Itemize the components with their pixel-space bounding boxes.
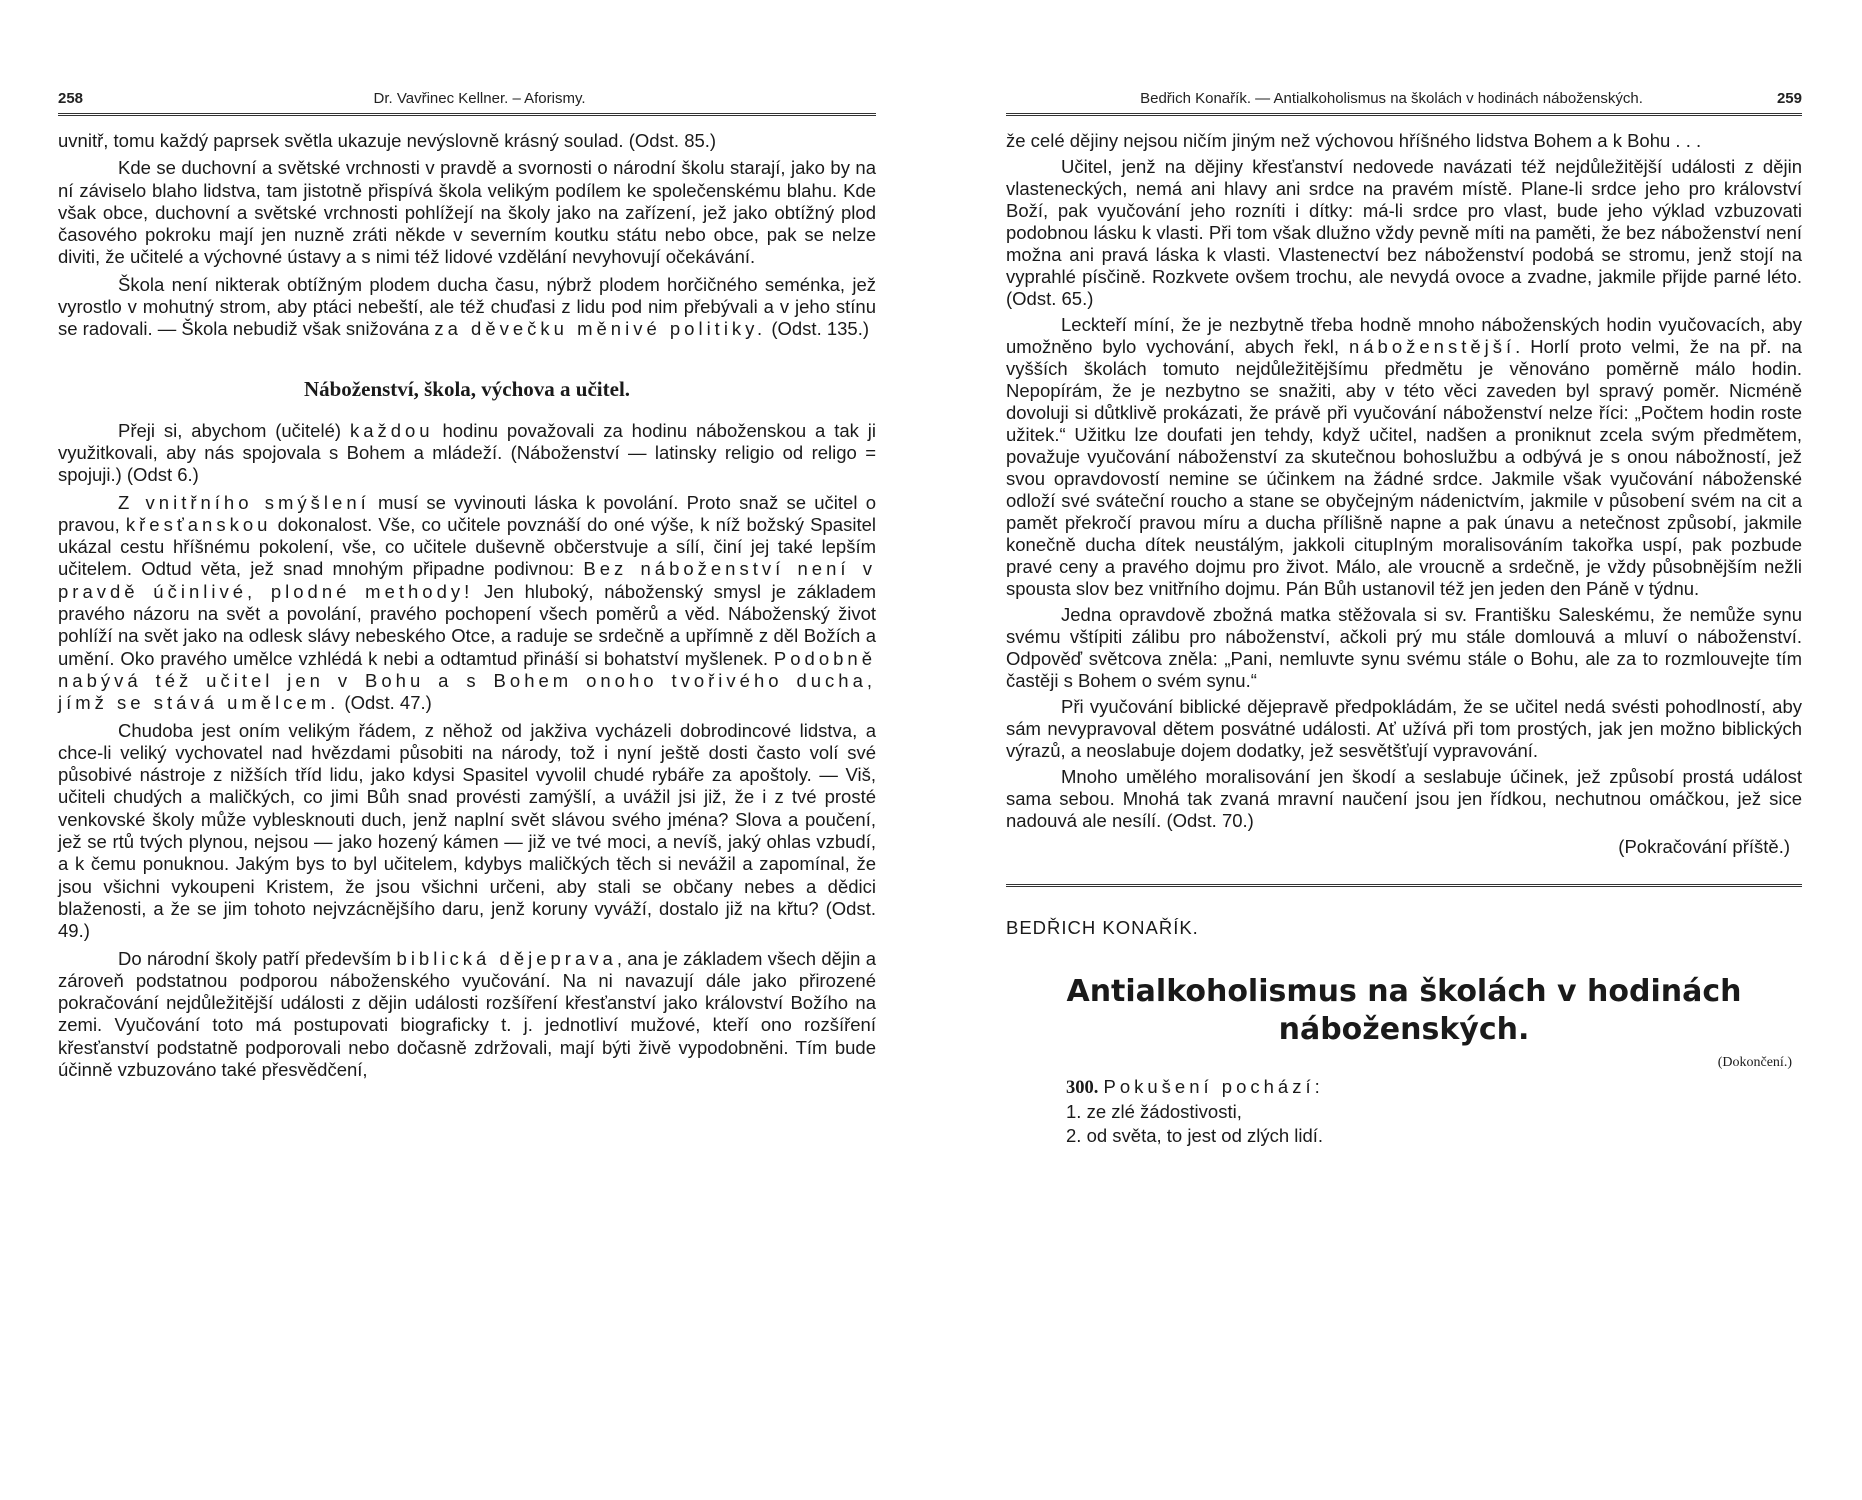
paragraph: uvnitř, tomu každý paprsek světla ukazuje nevýslovně krásný soulad. (Odst. 85.) xyxy=(58,130,717,151)
paragraph: Leckteří míní, že je nezbytně třeba hodně mnoho náboženských hodin vyučovacích, aby umožněno bylo vychování, abych řekl, náboženstější. Horlí proto velmi, že na př. na vyšších školách tomuto nejdůležitějšímu předmětu je věnováno poměrně málo hodin. Nepopírám, že je nezbytno se snažiti, aby v této věci zaveden byl spravý poměr. Nicméně dovoluji si důtklivě prokázati, že právě při vyučování náboženství nelze říci: „Počtem hodin roste užitek.“ Užitku lze doufati jen tehdy, když učitel, nadšen a proniknut zcela svým předmětem, považuje vyučování náboženství za skutečnou bohoslužbu a odbývá je s onou nábožností, jež svou opravdovostí nemine se účinkem na žádné srdce. Jakmile však vyučování náboženské odloží své sváteční roucho a stane se obyčejným nádenictvím, jakmile v působení svém na cit a pamět překročí pravou míru a ducha přílišně napne a pak únavu a netečnost způsobí, jakmile konečně ducha dítek neustálým, jakkoli citupIným moralisováním takořka uspí, pak pozbude pravé ceny a pravého dojmu pro život. Málo, ale vroucně a srdečně, je vždy působnějším nežli spousta slov bez vnitřního dojmu. Pán Bůh ustanovil též jen jeden den Páně v týdnu. xyxy=(1006,314,1802,599)
continued-note: (Pokračování příště.) xyxy=(1618,836,1790,857)
paragraph: Jedna opravdově zbožná matka stěžovala si sv. Františku Saleskému, že nemůže synu svému vštípiti zálibu pro náboženství, ačkoli prý mu stále domlouvá a mluví o náboženství. Odpověď světcova zněla: „Pani, nemluvte synu svému stále o Bohu, ale za to rozmlouvejte tím častěji s Bohem o svém synu.“ xyxy=(1006,604,1802,691)
paragraph: Škola není nikterak obtížným plodem ducha času, nýbrž plodem horčičného seménka, jež vyrostlo v mohutný strom, aby ptáci nebeští, ale též chuďasi z lidu pod nim přebývali a v jeho stínu se radovali. — Škola nebudiž však snižována za děvečku měnivé politiky. (Odst. 135.) xyxy=(58,273,876,340)
article-title: Antialkoholismus na školách v hodinách náboženských. xyxy=(1066,974,1742,1047)
list-item: 1. ze zlé žádostivosti, xyxy=(1066,1101,1242,1122)
paragraph: Mnoho umělého moralisování jen škodí a seslabuje účinek, jež způsobí prostá událost sama sebou. Mnohá tak zvaná mravní naučení jsou jen řídkou, nechutnou omáčkou, jež sice nadouvá ale nesílí. (Odst. 70.) xyxy=(1006,766,1802,831)
paragraph: Učitel, jenž na dějiny křesťanství nedovede navázati též nejdůležitější události z dějin vlasteneckých, nemá ani hlavy ani srdce na pravém místě. Plane-li srdce jeho pro království Boží, pak vyučování jeho rozníti i dítky: má-li srdce pro vlast, bude jeho výklad vzbuzovati podobnou lásku k vlasti. Při tom však dlužno vždy pevně míti na paměti, že bez náboženství není možna ani pravá láska k vlasti. Vlastenectví bez náboženství podobá se stromu, jenž stojí na vyprahlé písčině. Rozkvete ovšem trochu, ale nevydá ovoce a zvadne, jakmile přijde parné léto. (Odst. 65.) xyxy=(1006,156,1802,309)
left-running-head xyxy=(58,90,876,116)
paragraph: Chudoba jest oním velikým řádem, z něhož od jakživa vycházeli dobrodincové lidstva, a chce-li veliký vychovatel nad hvězdami působiti na národy, tož i nyní ještě dosti často volí své působivé nástroje z nižších tříd lidu, jako kdysi Spasitel vyvolil chudé rybáře za apoštoly. — Viš, učiteli chudých a maličkých, co jimi Bůh snad provésti zamýšlí, a uvážil jsi již, že i z tvé prosté venkovské školy může vyblesknouti duch, jenž naplní svět slávou svého jména? Slova a poučení, jež se rtů tvých plynou, nejsou — jako hozený kámen — již ve tvé moci, a nevíš, jaký ohlas vzbudí, a k čemu ponuknou. Jakým bys to byl učitelem, kdybys maličkých těch si nevážil a zapomínal, že jsou všichni vykoupeni Kristem, že jsou všichni určeni, aby stali se občany nebes a dědici blaženosti, a že se jim tohoto nejvzácnějšího daru, jenž koruny vyváží, dostalo již na křtu? (Odst. 49.) xyxy=(58,719,876,942)
right-page xyxy=(931,0,1862,1500)
section-heading: Náboženství, škola, výchova a učitel. xyxy=(303,376,631,401)
conclusion-note: (Dokončení.) xyxy=(1717,1055,1792,1070)
paragraph: Z vnitřního smýšlení musí se vyvinouti láska k povolání. Proto snaž se učitel o pravou, křesťanskou dokonalost. Vše, co učitele povznáší do oné výše, k níž božský Spasitel ukázal cestu hříšnému pokolení, vše, co učitele duševně občerstvuje a sílí, činí jej také lepším učitelem. Odtud věta, jež snad mnohým připadne podivnou: Bez náboženství není v pravdě účinlivé, plodné methody! Jen hluboký, náboženský smysl je základem pravého názoru na svět a povolání, pravého pochopení všech poměrů a věd. Náboženský život pohlíží na svět jako na odlesk slávy nebeského Otce, a raduje se srdečně a upřímně z děl Božích a umění. Oko pravého umělce vzhlédá k nebi a odtamtud přináší si bohatství myšlenek. Podobně nabývá též učitel jen v Bohu a s Bohem onoho tvořivého ducha, jímž se stává umělcem. (Odst. 47.) xyxy=(58,491,876,714)
paragraph: Přeji si, abychom (učitelé) každou hodinu považovali za hodinu náboženskou a tak ji využitkovali, aby nás spojovala s Bohem a mládeží. (Náboženství — latinsky religio od religo = spojuji.) (Odst 6.) xyxy=(58,419,877,486)
right-page-number: 259 xyxy=(1776,90,1802,107)
right-running-title: Bedřich Konařík. — Antialkoholismus na školách v hodinách náboženských. xyxy=(1140,90,1643,107)
paragraph: že celé dějiny nejsou ničím jiným než výchovou hříšného lidstva Bohem a k Bohu . . . xyxy=(1006,130,1702,151)
left-body xyxy=(58,130,876,1081)
article-author: BEDŘICH KONAŘÍK. xyxy=(1006,917,1199,938)
article-separator xyxy=(1006,884,1802,887)
paragraph: Kde se duchovní a světské vrchnosti v pravdě a svornosti o národní školu starají, jako by na ní záviselo blaho lidstva, tam jistotně přispívá škola velikým podílem ke společenskému blahu. Kde však obce, duchovní a světské vrchnosti pohlížejí na školy jako na zařízení, jež jako obtížný plod časového pokroku mají jen nuzně zráti někde v severním koutku státu nebo obce, pak se nelze diviti, že učitelé a výchovné ústavy a s nimi též lidové vzdělání nevyhovují očekávání. xyxy=(58,157,876,268)
item-list xyxy=(1006,1075,1802,1148)
paragraph: Při vyučování biblické dějepravě předpokládám, že se učitel nedá svésti pohodlností, aby sám nevypravoval dětem posvátné události. Ať užívá při tom prostých, jak jen možno biblických výrazů, a neoslabuje dojem dodatky, jež sesvětšťují vypravování. xyxy=(1006,696,1802,761)
left-running-title: Dr. Vavřinec Kellner. – Aforismy. xyxy=(373,90,586,107)
item-heading: 300. Pokušení pochází: xyxy=(1066,1076,1324,1098)
right-running-head xyxy=(1006,90,1802,116)
paragraph: Do národní školy patří především biblická dějeprava, ana je základem všech dějin a zároveň podstatnou podporou náboženského vyučování. Na ni navazují dále jako přirozené pokračování nejdůležitější události z dějin události rozšíření křesťanství jako království Božího na zemi. Vyučování toto má postupovati biograficky t. j. jednotliví mužové, kteří ono rozšíření křesťanství podstatně podporovali nebo dočasně zdržovali, mají býti živě vypodobněni. Tím bude účinně vzbuzováno také přesvědčení, xyxy=(58,947,877,1080)
list-item: 2. od světa, to jest od zlých lidí. xyxy=(1066,1125,1324,1146)
right-body xyxy=(1006,130,1802,858)
left-page-number: 258 xyxy=(58,90,84,107)
